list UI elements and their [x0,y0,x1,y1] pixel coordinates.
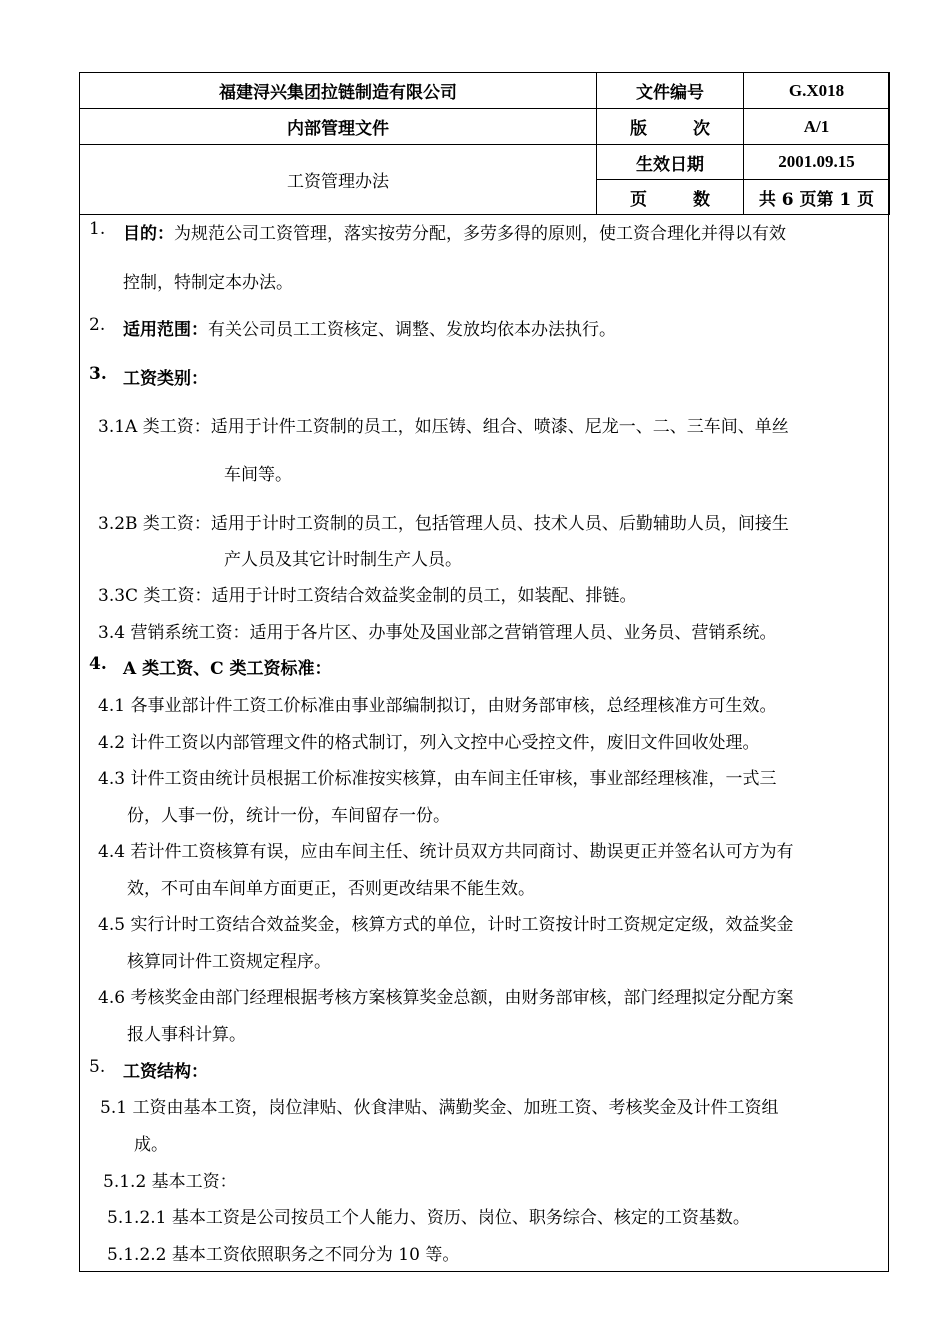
section-3-label: 工资类别： [123,369,208,389]
item-4-6: 4.6 考核奖金由部门经理根据考核方案核算奖金总额，由财务部审核，部门经理拟定分配方案 [98,988,794,1008]
section-1-label: 目的： [123,224,174,244]
pages-label: 页 数 [597,180,744,215]
section-2 [123,315,616,340]
item-3-2-cont: 产人员及其它计时制生产人员。 [224,550,462,570]
item-5-1: 5.1 工资由基本工资，岗位津贴、伙食津贴、满勤奖金、加班工资、考核奖金及计件工资组 [100,1098,779,1118]
item-4-2: 4.2 计件工资以内部管理文件的格式制订，列入文控中心受控文件，废旧文件回收处理。 [98,733,760,753]
item-4-4: 4.4 若计件工资核算有误，应由车间主任、统计员双方共同商讨、勘误更正并签名认可方为有 [98,842,794,862]
pages-value: 共 6 页第 1 页 [744,180,890,215]
item-4-4-cont: 效，不可由车间单方面更正，否则更改结果不能生效。 [127,879,535,899]
doc-type: 内部管理文件 [80,109,597,145]
item-4-5-cont: 核算同计件工资规定程序。 [127,952,331,972]
version-value: A/1 [744,109,890,145]
section-2-label: 适用范围： [123,320,208,340]
item-3-2: 3.2B 类工资：适用于计时工资制的员工，包括管理人员、技术人员、后勤辅助人员，间接生 [98,514,789,534]
version-label: 版 次 [597,109,744,145]
doc-no-value: G.X018 [744,73,890,109]
section-4-label: A 类工资、C 类工资标准： [123,659,332,679]
section-4-number: 4. [89,654,107,674]
section-1-text-cont: 控制，特制定本办法。 [123,273,293,293]
item-4-5: 4.5 实行计时工资结合效益奖金，核算方式的单位，计时工资按计时工资规定定级，效益奖金 [98,915,794,935]
section-1-text: 为规范公司工资管理，落实按劳分配，多劳多得的原则，使工资合理化并得以有效 [174,224,786,244]
doc-no-label: 文件编号 [597,73,744,109]
section-3-number: 3. [89,364,107,384]
item-3-1-cont: 车间等。 [224,465,292,485]
company-name: 福建浔兴集团拉链制造有限公司 [80,73,597,109]
item-5-1-2-2: 5.1.2.2 基本工资依照职务之不同分为 10 等。 [107,1245,460,1265]
document-header-table [79,72,890,215]
item-3-4: 3.4 营销系统工资：适用于各片区、办事处及国业部之营销管理人员、业务员、营销系统。 [98,623,777,643]
item-3-3: 3.3C 类工资：适用于计时工资结合效益奖金制的员工，如装配、排链。 [98,586,637,606]
section-2-number: 2. [89,315,106,335]
section-5-number: 5. [89,1057,106,1077]
section-5-label: 工资结构： [123,1062,208,1082]
item-4-6-cont: 报人事科计算。 [127,1025,246,1045]
item-4-3-cont: 份，人事一份，统计一份，车间留存一份。 [127,806,450,826]
item-4-1: 4.1 各事业部计件工资工价标准由事业部编制拟订，由财务部审核，总经理核准方可生效。 [98,696,777,716]
item-5-1-cont: 成。 [134,1135,168,1155]
item-4-3: 4.3 计件工资由统计员根据工价标准按实核算，由车间主任审核，事业部经理核准，一式三 [98,769,777,789]
section-1 [123,219,786,244]
doc-title: 工资管理办法 [80,145,597,215]
section-2-text: 有关公司员工工资核定、调整、发放均依本办法执行。 [208,320,616,340]
effective-date-label: 生效日期 [597,145,744,180]
section-1-number: 1. [89,219,106,239]
item-3-1: 3.1A 类工资：适用于计件工资制的员工，如压铸、组合、喷漆、尼龙一、二、三车间、单丝 [98,417,789,437]
item-5-1-2-1: 5.1.2.1 基本工资是公司按员工个人能力、资历、岗位、职务综合、核定的工资基数。 [107,1208,750,1228]
effective-date-value: 2001.09.15 [744,145,890,180]
item-5-1-2: 5.1.2 基本工资： [103,1172,237,1192]
